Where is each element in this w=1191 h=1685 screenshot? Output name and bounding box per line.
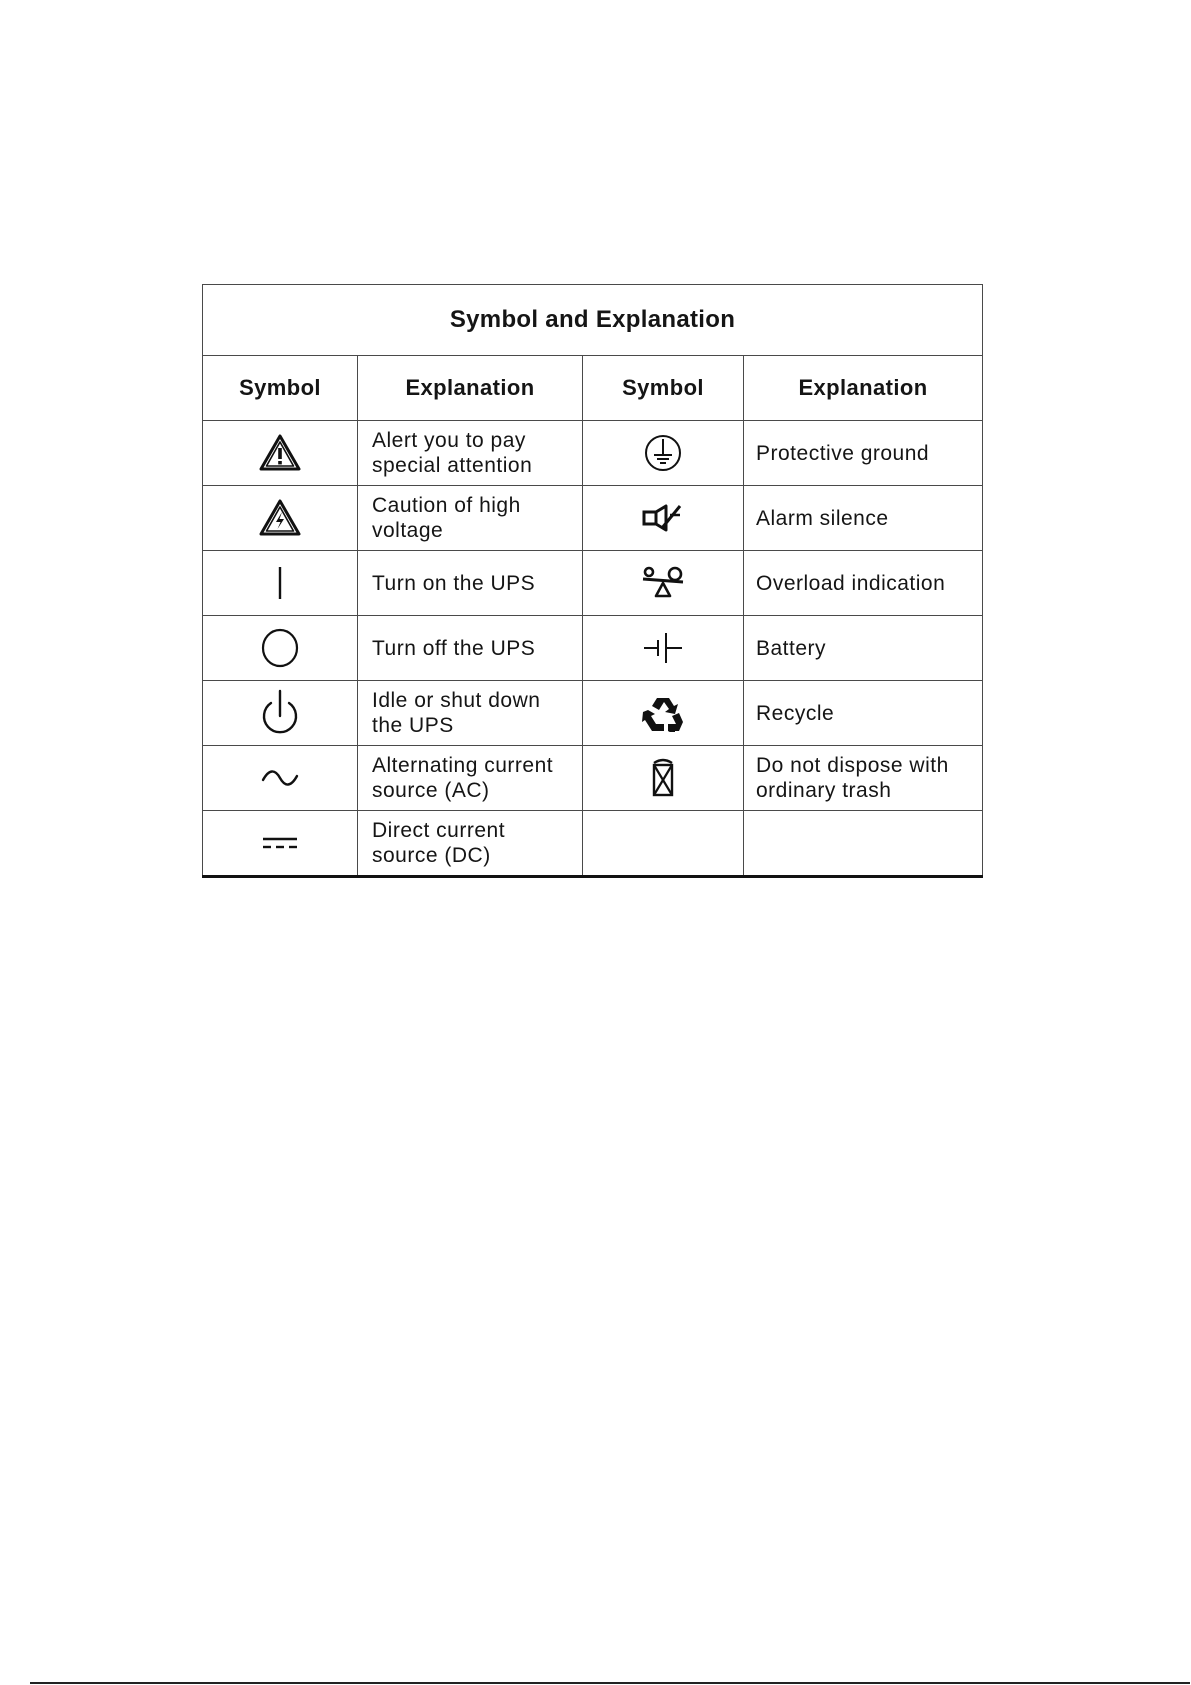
header-explanation-left: Explanation: [358, 356, 583, 421]
battery-icon: [641, 630, 685, 666]
explanation-cell: Battery: [744, 616, 983, 681]
explanation-cell: Alarm silence: [744, 486, 983, 551]
power-on-icon: [270, 563, 290, 603]
alarm-silence-icon: [640, 502, 686, 534]
power-off-icon: [260, 627, 300, 669]
explanation-cell: Do not dispose with ordinary trash: [744, 746, 983, 811]
table-row: [203, 486, 983, 551]
explanation-cell: Idle or shut down the UPS: [358, 681, 583, 746]
table-row: [203, 421, 983, 486]
overload-icon: [639, 565, 687, 601]
table-row: [203, 811, 983, 877]
standby-icon: [259, 688, 301, 738]
empty-symbol-cell: [583, 811, 744, 877]
explanation-cell: Recycle: [744, 681, 983, 746]
table-row: [203, 616, 983, 681]
explanation-cell: Caution of high voltage: [358, 486, 583, 551]
header-symbol-left: Symbol: [203, 356, 358, 421]
table-title: Symbol and Explanation: [203, 285, 983, 356]
table-row: [203, 551, 983, 616]
explanation-cell: Alert you to pay special attention: [358, 421, 583, 486]
no-trash-icon: [649, 757, 677, 799]
explanation-cell: Alternating current source (AC): [358, 746, 583, 811]
explanation-cell: Direct current source (DC): [358, 811, 583, 877]
header-symbol-right: Symbol: [583, 356, 744, 421]
symbol-table: [202, 284, 983, 878]
warning-triangle-icon: [258, 433, 302, 473]
table-row: [203, 746, 983, 811]
table-row: [203, 681, 983, 746]
explanation-cell: Turn on the UPS: [358, 551, 583, 616]
high-voltage-icon: [258, 498, 302, 538]
explanation-cell: Protective ground: [744, 421, 983, 486]
ac-icon: [260, 766, 300, 790]
header-explanation-right: Explanation: [744, 356, 983, 421]
recycle-icon: [642, 694, 684, 732]
empty-explanation-cell: [744, 811, 983, 877]
explanation-cell: Overload indication: [744, 551, 983, 616]
explanation-cell: Turn off the UPS: [358, 616, 583, 681]
page-bottom-rule: [30, 1682, 1190, 1684]
dc-icon: [260, 833, 300, 853]
protective-ground-icon: [643, 433, 683, 473]
